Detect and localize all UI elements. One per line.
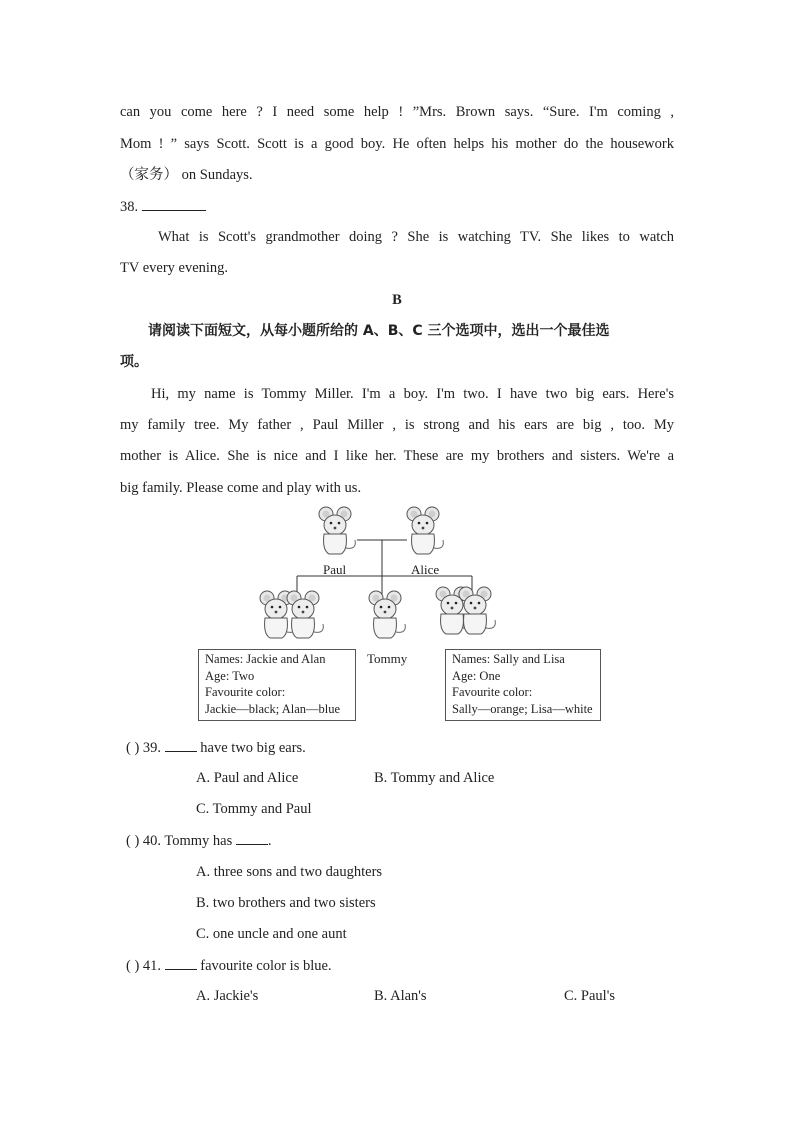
question-stem: favourite color is blue. [200, 958, 332, 974]
answer-paren[interactable]: ( ) [126, 958, 140, 974]
right-info-box [445, 649, 601, 721]
answer-blank [165, 737, 197, 752]
info-line: Names: Sally and Lisa [452, 652, 565, 666]
info-line: Age: Two [205, 668, 255, 683]
option-b[interactable]: B. Tommy and Alice [374, 770, 495, 786]
instruction-line: 请阅读下面短文，从每小题所给的 A、B、C 三个选项中，选出一个最佳选 [148, 323, 610, 339]
passage-line: TV every evening. [120, 260, 229, 276]
answer-blank[interactable] [142, 196, 206, 211]
question-stem: have two big ears. [200, 740, 306, 756]
info-line: Favourite color: [452, 685, 533, 699]
passage-line: mother is Alice. She is nice and I like her. These are my brothers and sisters. We're a [120, 448, 674, 464]
paul-mouse-icon [319, 507, 355, 554]
lisa-mouse-icon [459, 587, 495, 634]
info-line: Sally—orange; Lisa—white [452, 701, 593, 716]
info-line: Jackie—black; Alan—blue [205, 701, 341, 716]
section-heading: B [392, 292, 402, 308]
option-c[interactable]: C. Paul's [564, 988, 615, 1004]
answer-paren[interactable]: ( ) [126, 740, 140, 756]
question-41 [126, 955, 680, 976]
alan-mouse-icon [287, 591, 323, 638]
option-c[interactable]: C. Tommy and Paul [196, 801, 312, 817]
option-c[interactable]: C. one uncle and one aunt [196, 926, 347, 942]
passage-line: （家务） on Sundays. [120, 167, 253, 183]
mother-label: Alice [411, 562, 440, 577]
info-line: Age: One [452, 668, 501, 683]
answer-blank [165, 955, 197, 970]
left-info-box [198, 649, 356, 721]
child-label: Tommy [367, 651, 408, 666]
question-39 [126, 737, 680, 758]
passage-line: big family. Please come and play with us. [120, 480, 362, 496]
question-number: 41. [142, 958, 162, 974]
passage-line: my family tree. My father , Paul Miller , is strong and his ears are big , too. My [120, 417, 674, 433]
passage-line: Hi, my name is Tommy Miller. I'm a boy. I'm two. I have two big ears. Here's [151, 386, 674, 402]
question-38 [120, 196, 674, 217]
passage-line: Mom ! ” says Scott. Scott is a good boy. He often helps his mother do the housework [120, 136, 674, 152]
question-number: 39. [142, 740, 162, 756]
answer-blank [236, 830, 268, 845]
passage-line: can you come here ? I need some help ! ”Mrs. Brown says. “Sure. I'm coming , [120, 104, 674, 120]
question-stem: . [267, 833, 272, 849]
passage-line: What is Scott's grandmother doing ? She is watching TV. She likes to watch [158, 229, 674, 245]
info-line: Names: Jackie and Alan [205, 652, 326, 666]
question-stem: 40. Tommy has [142, 833, 233, 849]
option-b[interactable]: B. two brothers and two sisters [196, 895, 376, 911]
option-a[interactable]: A. Jackie's [196, 988, 259, 1004]
option-a[interactable]: A. three sons and two daughters [196, 864, 383, 880]
tommy-mouse-icon [369, 591, 405, 638]
answer-paren[interactable]: ( ) [126, 833, 140, 849]
alice-mouse-icon [407, 507, 443, 554]
family-tree-figure [195, 500, 605, 726]
option-a[interactable]: A. Paul and Alice [196, 770, 299, 786]
info-line: Favourite color: [205, 685, 286, 699]
option-b[interactable]: B. Alan's [374, 988, 427, 1004]
question-40 [126, 830, 680, 851]
instruction-line: 项。 [120, 354, 148, 370]
father-label: Paul [323, 562, 347, 577]
question-number: 38. [120, 199, 139, 215]
